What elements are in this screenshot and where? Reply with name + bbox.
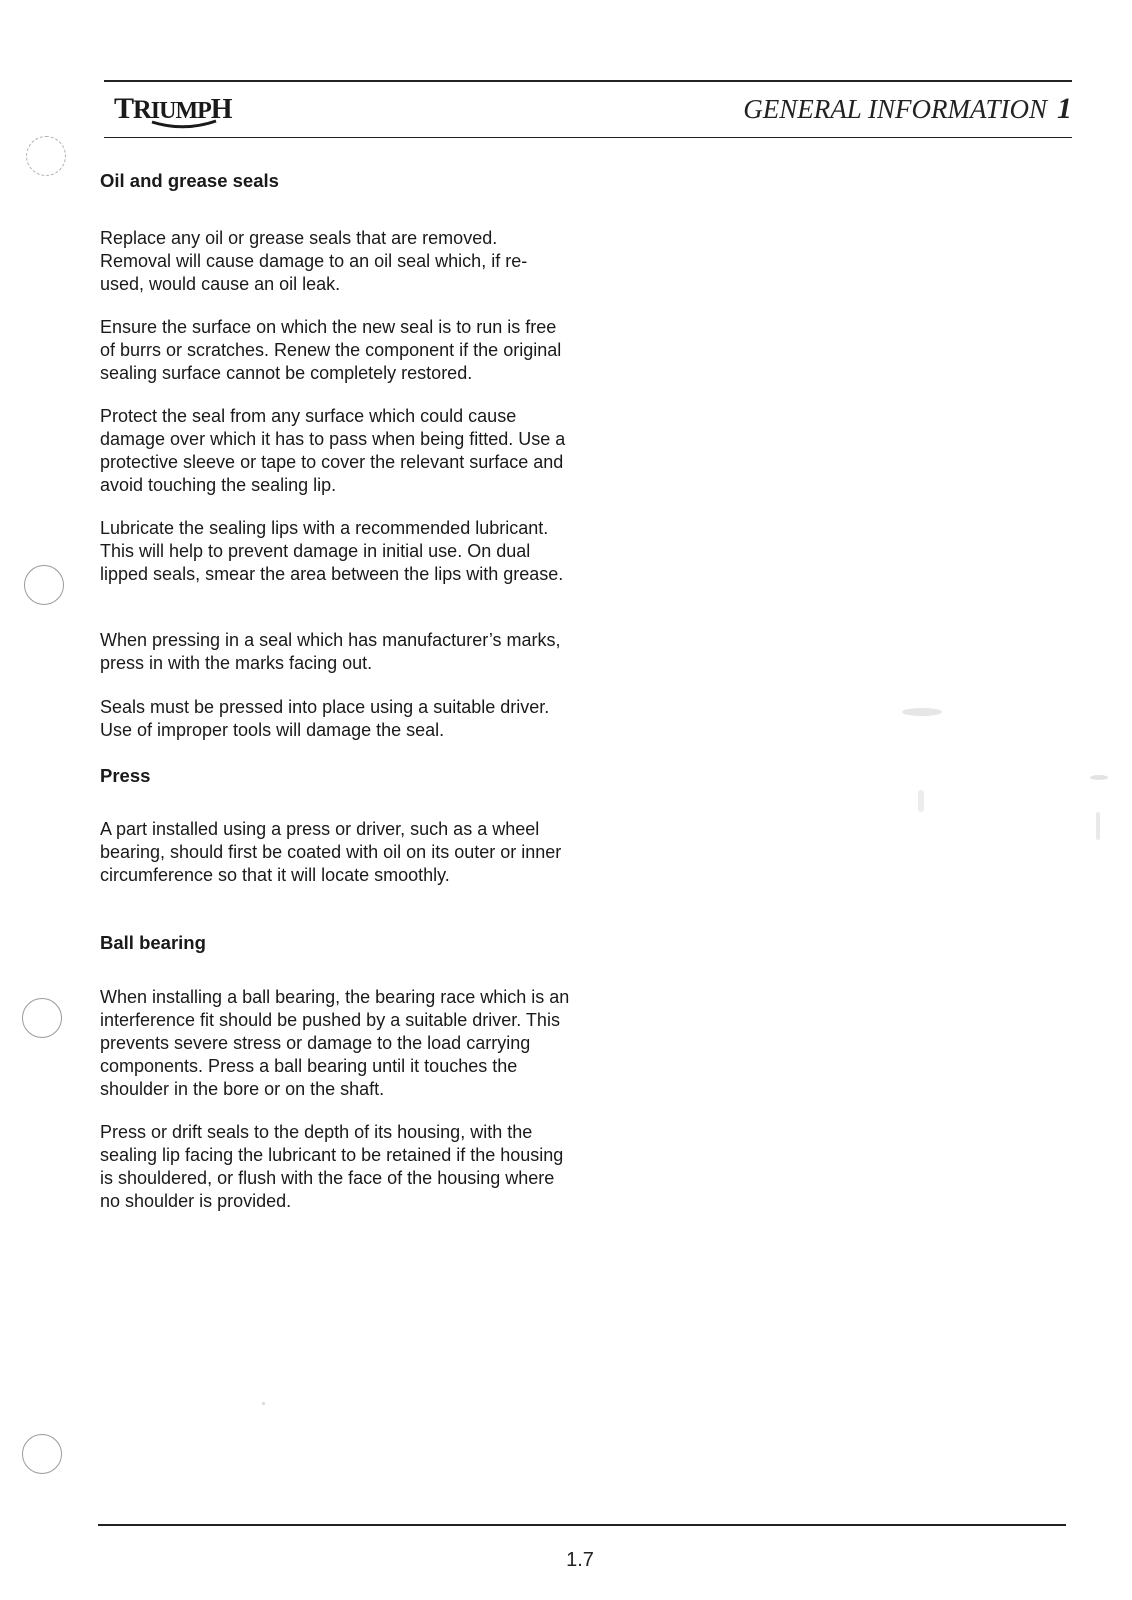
section-heading: Press bbox=[100, 765, 151, 786]
top-rule bbox=[104, 80, 1072, 82]
scan-speck bbox=[902, 708, 942, 716]
chapter-number: 1 bbox=[1057, 92, 1072, 125]
punch-hole bbox=[22, 1434, 62, 1474]
paragraph: When installing a ball bearing, the bearing race which is an interference fit should be pushed by a suitable driver. This prevents severe stress or damage to the load carrying components. Press a ball bearing until it touches the shoulder in the bore or on the shaft. bbox=[100, 987, 570, 1099]
scan-speck bbox=[918, 790, 924, 812]
chapter-heading bbox=[743, 92, 1072, 126]
paragraph: A part installed using a press or driver, such as a wheel bearing, should first be coated with oil on its outer or inner circumference so that it will locate smoothly. bbox=[100, 819, 562, 885]
footer-rule bbox=[98, 1524, 1066, 1526]
punch-hole bbox=[26, 136, 66, 176]
paragraph: Protect the seal from any surface which could cause damage over which it has to pass when being fitted. Use a protective sleeve or tape to cover the relevant surface and avoid touching the sealing lip. bbox=[100, 406, 566, 495]
punch-hole bbox=[24, 565, 64, 605]
page-number: 1.7 bbox=[566, 1549, 594, 1571]
paragraph: When pressing in a seal which has manufacturer’s marks, press in with the marks facing out. bbox=[100, 630, 561, 673]
paragraph: Seals must be pressed into place using a suitable driver. Use of improper tools will damage the seal. bbox=[100, 697, 550, 740]
header-rule bbox=[104, 137, 1072, 138]
punch-hole bbox=[22, 998, 62, 1038]
triumph-logo bbox=[112, 88, 262, 132]
svg-text:TRIUMPH: TRIUMPH bbox=[114, 92, 232, 125]
section-heading: Oil and grease seals bbox=[100, 170, 279, 191]
paragraph: Lubricate the sealing lips with a recommended lubricant. This will help to prevent damage in initial use. On dual lipped seals, smear the area between the lips with grease. bbox=[100, 518, 564, 584]
section-heading: Ball bearing bbox=[100, 932, 206, 953]
chapter-title: GENERAL INFORMATION bbox=[743, 94, 1047, 124]
paragraph: Ensure the surface on which the new seal is to run is free of burrs or scratches. Renew the component if the original sealing surface cannot be completely restored. bbox=[100, 317, 562, 383]
scan-speck bbox=[262, 1402, 265, 1405]
paragraph: Press or drift seals to the depth of its housing, with the sealing lip facing the lubricant to be retained if the housing is shouldered, or flush with the face of the housing where no shoulder is provided. bbox=[100, 1122, 564, 1211]
scan-speck bbox=[1096, 812, 1100, 840]
scan-speck bbox=[1090, 775, 1108, 780]
paragraph: Replace any oil or grease seals that are removed. Removal will cause damage to an oil seal which, if re-used, would cause an oil leak. bbox=[100, 228, 528, 294]
